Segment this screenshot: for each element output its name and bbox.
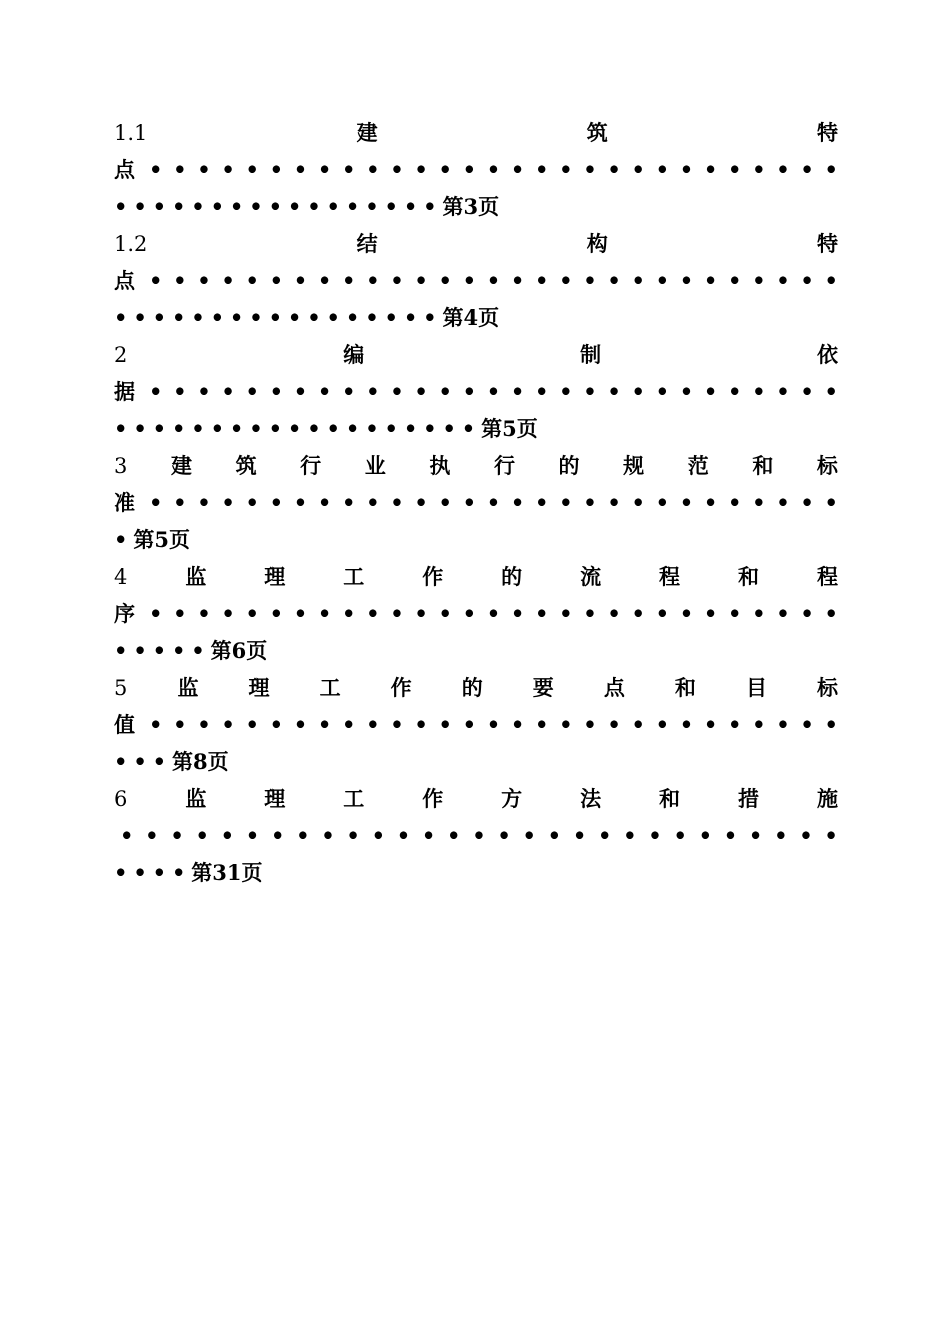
leader-dot: •: [486, 379, 501, 404]
leader-dot: •: [366, 157, 380, 182]
leader-dot: •: [221, 712, 235, 737]
leader-dot: •: [195, 823, 209, 848]
leader-dot: •: [723, 823, 738, 848]
leader-dot: •: [607, 379, 621, 404]
leader-dot: •: [317, 157, 332, 182]
leader-dot: •: [486, 268, 501, 293]
leader-dot: •: [390, 601, 404, 626]
toc-entry-number: 5: [114, 676, 128, 700]
leader-dot: •: [197, 157, 211, 182]
toc-entry-page-number: 第3页: [442, 194, 500, 219]
leader-dot: •: [535, 379, 549, 404]
leader-dot: •: [510, 490, 525, 515]
leader-dot: •: [631, 379, 645, 404]
leader-dot: •: [607, 712, 621, 737]
toc-entry-title-char: 特: [816, 120, 838, 145]
leader-dot: •: [800, 157, 814, 182]
toc-entry-title-char: 筑: [235, 453, 257, 478]
leader-dot: •: [245, 823, 260, 848]
toc-entry-title-char: 点: [114, 268, 135, 293]
toc-entry-title-char: 工: [343, 786, 365, 811]
leader-dot: •: [510, 157, 525, 182]
toc-entry-number: 4: [114, 565, 128, 589]
leader-dot: •: [317, 379, 332, 404]
leader-dot: •: [583, 379, 597, 404]
leader-dot: •: [221, 601, 235, 626]
toc-entry-title-char: 程: [659, 564, 681, 589]
leader-dot: •: [623, 823, 637, 848]
toc-entry-title-char: 和: [674, 675, 696, 700]
leader-dots: •••••••••••••••••: [114, 305, 443, 330]
toc-entry-page-line[interactable]: [114, 190, 838, 224]
toc-entry-title-char: 作: [422, 786, 444, 811]
leader-dot: •: [800, 712, 814, 737]
leader-dot: •: [559, 490, 573, 515]
leader-dot: •: [346, 823, 360, 848]
leader-dots: ••••: [114, 860, 192, 885]
toc-entry-title-char: 构: [586, 231, 608, 256]
leader-dot: •: [317, 268, 332, 293]
toc-entry-number: 6: [114, 787, 128, 811]
toc-entry-title-char: 的: [558, 453, 580, 478]
toc-entry-title-char: 的: [501, 564, 523, 589]
toc-entry-title-char: 和: [752, 453, 774, 478]
leader-dot: •: [752, 712, 766, 737]
toc-entry-title-char: 依: [817, 342, 838, 367]
leader-dot: •: [293, 157, 308, 182]
leader-dot: •: [438, 379, 452, 404]
leader-dot: •: [245, 490, 259, 515]
leader-dot: •: [631, 712, 645, 737]
leader-dot: •: [145, 823, 159, 848]
toc-entry-title-char: 施: [816, 786, 838, 811]
leader-dot: •: [703, 379, 718, 404]
leader-dot: •: [583, 268, 597, 293]
leader-dot: •: [800, 490, 814, 515]
leader-dot: •: [293, 712, 308, 737]
toc-entry-title-char: 业: [364, 453, 386, 478]
toc-entry-title-char: 范: [687, 453, 709, 478]
leader-dot: •: [607, 601, 621, 626]
toc-entry-number: 1.2: [114, 232, 148, 256]
leader-dot: •: [390, 268, 404, 293]
leader-dot: •: [583, 712, 597, 737]
toc-entry-title-char: 理: [264, 564, 286, 589]
leader-dot: •: [776, 490, 790, 515]
leader-dot: •: [390, 157, 404, 182]
leader-dot: •: [559, 379, 573, 404]
toc-entry-title-char: 标: [817, 675, 838, 700]
leader-dot: •: [703, 268, 718, 293]
leader-dot: •: [510, 379, 525, 404]
leader-dot: •: [269, 379, 284, 404]
leader-dot: •: [197, 379, 211, 404]
toc-entry-leader: [114, 486, 838, 520]
leader-dot: •: [296, 823, 310, 848]
leader-dot: •: [438, 712, 452, 737]
leader-dot: •: [149, 268, 163, 293]
leader-dot: •: [197, 490, 211, 515]
leader-dot: •: [149, 712, 163, 737]
toc-entry-title-char: 特: [816, 231, 838, 256]
leader-dot: •: [170, 823, 184, 848]
leader-dot: •: [245, 268, 259, 293]
leader-dot: •: [269, 268, 284, 293]
leader-dot: •: [396, 823, 411, 848]
leader-dot: •: [655, 379, 670, 404]
toc-entry-title-char: 建: [170, 453, 192, 478]
leader-dot: •: [173, 157, 187, 182]
toc-entry-page-number: 第5页: [133, 527, 190, 552]
toc-entry-title-char: 和: [738, 564, 759, 589]
leader-dot: •: [648, 823, 662, 848]
leader-dot: •: [366, 601, 380, 626]
leader-dot: •: [390, 490, 404, 515]
leader-dot: •: [462, 712, 477, 737]
toc-entry-page-number: 第8页: [171, 749, 229, 774]
toc-entry-title-char: 编: [343, 342, 365, 367]
leader-dot: •: [293, 490, 308, 515]
leader-dot: •: [269, 157, 284, 182]
leader-dot: •: [414, 268, 428, 293]
leader-dot: •: [221, 490, 235, 515]
leader-dot: •: [679, 712, 694, 737]
leader-dot: •: [597, 823, 612, 848]
toc-entry-heading[interactable]: [114, 116, 838, 150]
leader-dot: •: [535, 712, 549, 737]
leader-dot: •: [607, 490, 621, 515]
toc-entry-title-char: 准: [114, 490, 135, 515]
leader-dot: •: [173, 490, 187, 515]
toc-entry-leader: [114, 153, 838, 187]
leader-dot: •: [607, 157, 621, 182]
leader-dot: •: [438, 157, 452, 182]
leader-dot: •: [510, 601, 525, 626]
leader-dot: •: [752, 379, 766, 404]
leader-dot: •: [728, 712, 742, 737]
leader-dot: •: [703, 601, 718, 626]
leader-dot: •: [607, 268, 621, 293]
leader-dot: •: [438, 268, 452, 293]
toc-entry-title-char: 点: [603, 675, 625, 700]
leader-dot: •: [120, 823, 134, 848]
leader-dot: •: [371, 823, 385, 848]
leader-dot: •: [799, 823, 813, 848]
leader-dot: •: [486, 601, 501, 626]
leader-dot: •: [583, 490, 597, 515]
leader-dot: •: [679, 379, 694, 404]
leader-dot: •: [522, 823, 536, 848]
toc-entry-title-char: 程: [816, 564, 838, 589]
leader-dot: •: [679, 601, 694, 626]
leader-dot: •: [462, 268, 477, 293]
toc-entry-title-char: 结: [356, 231, 378, 256]
leader-dots: •••••: [114, 638, 211, 663]
leader-dot: •: [583, 157, 597, 182]
toc-entry-page-line[interactable]: [114, 745, 838, 779]
toc-entry-heading[interactable]: [114, 782, 838, 816]
leader-dot: •: [173, 379, 187, 404]
leader-dot: •: [293, 601, 308, 626]
leader-dot: •: [679, 490, 694, 515]
toc-entry-page-line[interactable]: [114, 634, 838, 668]
leader-dot: •: [776, 601, 790, 626]
leader-dot: •: [776, 379, 790, 404]
leader-dot: •: [221, 379, 235, 404]
toc-entry-page-line[interactable]: [114, 412, 838, 446]
leader-dot: •: [752, 601, 766, 626]
leader-dot: •: [655, 157, 670, 182]
leader-dot: •: [655, 712, 670, 737]
toc-entry-title-char: 流: [580, 564, 602, 589]
leader-dot: •: [497, 823, 511, 848]
leader-dot: •: [703, 490, 718, 515]
toc-entry-heading[interactable]: [114, 671, 838, 705]
leader-dots: •••••••••••••••••: [114, 194, 443, 219]
leader-dot: •: [462, 157, 477, 182]
leader-dot: •: [447, 823, 461, 848]
leader-dot: •: [559, 601, 573, 626]
toc-entry-title-char: 目: [745, 675, 767, 700]
leader-dot: •: [269, 601, 284, 626]
leader-dot: •: [748, 823, 763, 848]
leader-dot: •: [728, 157, 742, 182]
leader-dots: •••: [114, 749, 172, 774]
leader-dot: •: [414, 157, 428, 182]
leader-dot: •: [342, 268, 356, 293]
leader-dot: •: [824, 268, 838, 293]
leader-dot: •: [342, 601, 356, 626]
leader-dot: •: [342, 490, 356, 515]
leader-dot: •: [728, 268, 742, 293]
leader-dot: •: [149, 157, 163, 182]
leader-dot: •: [462, 490, 477, 515]
leader-dot: •: [631, 601, 645, 626]
leader-dot: •: [800, 268, 814, 293]
leader-dot: •: [559, 268, 573, 293]
toc-entry-heading[interactable]: [114, 227, 838, 261]
toc-entry-title-char: 工: [343, 564, 365, 589]
toc-entry-title-char: 序: [114, 601, 135, 626]
leader-dot: •: [535, 157, 549, 182]
leader-dot: •: [197, 601, 211, 626]
leader-dot: •: [149, 379, 163, 404]
toc-entry-page-line[interactable]: [114, 301, 838, 335]
leader-dot: •: [390, 379, 404, 404]
leader-dot: •: [245, 712, 259, 737]
leader-dot: •: [583, 601, 597, 626]
leader-dot: •: [631, 490, 645, 515]
toc-entry-title-char: 值: [114, 712, 135, 737]
leader-dot: •: [728, 379, 742, 404]
leader-dots: •••••••••••••••••••: [114, 416, 482, 441]
leader-dot: •: [342, 379, 356, 404]
leader-dot: •: [774, 823, 788, 848]
toc-entry-page-line[interactable]: [114, 523, 838, 557]
toc-entry-title-char: 点: [114, 157, 135, 182]
leader-dot: •: [776, 712, 790, 737]
leader-dot: •: [197, 268, 211, 293]
toc-entry-title-char: 和: [659, 786, 681, 811]
toc-entry-title-char: 措: [738, 786, 759, 811]
toc-entry-title-char: 行: [493, 453, 515, 478]
leader-dot: •: [366, 712, 380, 737]
leader-dot: •: [776, 268, 790, 293]
leader-dot: •: [655, 490, 670, 515]
leader-dot: •: [269, 712, 284, 737]
toc-entry-title-char: 作: [422, 564, 444, 589]
leader-dot: •: [824, 601, 838, 626]
toc-entry-title-char: 筑: [586, 120, 608, 145]
leader-dot: •: [824, 490, 838, 515]
leader-dot: •: [173, 712, 187, 737]
toc-entry-leader: [114, 708, 838, 742]
leader-dot: •: [673, 823, 687, 848]
leader-dot: •: [221, 157, 235, 182]
leader-dot: •: [221, 268, 235, 293]
leader-dot: •: [559, 712, 573, 737]
toc-entry-title-char: 监: [177, 675, 199, 700]
toc-entry-title-char: 工: [319, 675, 341, 700]
leader-dot: •: [342, 157, 356, 182]
toc-entry-heading[interactable]: [114, 560, 838, 594]
toc-entry-page-number: 第4页: [442, 305, 500, 330]
leader-dot: •: [366, 490, 380, 515]
leader-dot: •: [631, 157, 645, 182]
leader-dot: •: [510, 268, 525, 293]
toc-entry-title-char: 执: [429, 453, 451, 478]
toc-entry-title-char: 方: [501, 786, 523, 811]
leader-dot: •: [535, 601, 549, 626]
leader-dot: •: [510, 712, 525, 737]
leader-dot: •: [366, 379, 380, 404]
leader-dot: •: [776, 157, 790, 182]
leader-dot: •: [824, 823, 838, 848]
leader-dot: •: [655, 268, 670, 293]
leader-dots: •: [114, 527, 134, 552]
leader-dot: •: [245, 157, 259, 182]
leader-dot: •: [438, 490, 452, 515]
leader-dot: •: [486, 712, 501, 737]
leader-dot: •: [414, 490, 428, 515]
leader-dot: •: [572, 823, 587, 848]
leader-dot: •: [245, 601, 259, 626]
leader-dot: •: [414, 601, 428, 626]
leader-dot: •: [752, 268, 766, 293]
toc-entry-title-char: 监: [185, 564, 207, 589]
leader-dot: •: [317, 601, 332, 626]
leader-dot: •: [390, 712, 404, 737]
toc-entry-title-char: 监: [185, 786, 207, 811]
toc-entry-number: 3: [114, 454, 128, 478]
leader-dot: •: [414, 379, 428, 404]
toc-entry-number: 1.1: [114, 121, 148, 145]
toc-entry-heading[interactable]: [114, 449, 838, 483]
toc-entry-title-char: 行: [300, 453, 322, 478]
leader-dot: •: [173, 268, 187, 293]
leader-dot: •: [703, 157, 718, 182]
leader-dot: •: [535, 490, 549, 515]
leader-dot: •: [703, 712, 718, 737]
leader-dot: •: [269, 490, 284, 515]
leader-dot: •: [800, 379, 814, 404]
toc-entry-page-line[interactable]: [114, 856, 838, 890]
toc-entry-title-char: 制: [580, 342, 602, 367]
leader-dot: •: [535, 268, 549, 293]
leader-dot: •: [197, 712, 211, 737]
leader-dot: •: [270, 823, 285, 848]
leader-dot: •: [414, 712, 428, 737]
leader-dot: •: [752, 157, 766, 182]
toc-entry-title-char: 理: [248, 675, 270, 700]
leader-dot: •: [486, 157, 501, 182]
toc-entry-heading[interactable]: [114, 338, 838, 372]
leader-dot: •: [173, 601, 187, 626]
leader-dot: •: [342, 712, 356, 737]
toc-entry-leader: [114, 597, 838, 631]
leader-dot: •: [824, 379, 838, 404]
leader-dot: •: [631, 268, 645, 293]
leader-dot: •: [752, 490, 766, 515]
leader-dot: •: [728, 490, 742, 515]
toc-entry-title-char: 的: [461, 675, 483, 700]
toc-entry-leader: [114, 819, 838, 853]
leader-dot: •: [293, 379, 308, 404]
toc-entry-number: 2: [114, 343, 128, 367]
leader-dot: •: [220, 823, 235, 848]
leader-dot: •: [293, 268, 308, 293]
leader-dot: •: [366, 268, 380, 293]
toc-entry-page-number: 第5页: [481, 416, 538, 441]
leader-dot: •: [421, 823, 436, 848]
toc-entry-page-number: 第31页: [191, 860, 263, 885]
leader-dot: •: [655, 601, 670, 626]
toc-entry-page-number: 第6页: [210, 638, 268, 663]
leader-dot: •: [462, 379, 477, 404]
leader-dot: •: [317, 490, 332, 515]
leader-dot: •: [547, 823, 562, 848]
toc-entry-title-char: 规: [623, 453, 645, 478]
toc-entry-title-char: 据: [114, 379, 135, 404]
toc-entry-title-char: 标: [816, 453, 838, 478]
leader-dot: •: [824, 157, 838, 182]
toc-entry-title-char: 要: [532, 675, 554, 700]
leader-dot: •: [800, 601, 814, 626]
leader-dot: •: [317, 712, 332, 737]
leader-dot: •: [438, 601, 452, 626]
leader-dot: •: [824, 712, 838, 737]
leader-dot: •: [472, 823, 486, 848]
toc-entry-title-char: 建: [356, 120, 378, 145]
leader-dot: •: [679, 157, 694, 182]
toc-entry-title-char: 理: [264, 786, 286, 811]
leader-dot: •: [728, 601, 742, 626]
leader-dot: •: [245, 379, 259, 404]
toc-entry-title-char: 作: [390, 675, 412, 700]
leader-dot: •: [462, 601, 477, 626]
toc-entry-leader: [114, 264, 838, 298]
toc-entry-leader: [114, 375, 838, 409]
toc-entry-title-char: 法: [580, 786, 602, 811]
leader-dot: •: [149, 490, 163, 515]
leader-dot: •: [486, 490, 501, 515]
leader-dot: •: [679, 268, 694, 293]
leader-dot: •: [559, 157, 573, 182]
leader-dot: •: [321, 823, 335, 848]
leader-dot: •: [698, 823, 713, 848]
leader-dot: •: [149, 601, 163, 626]
